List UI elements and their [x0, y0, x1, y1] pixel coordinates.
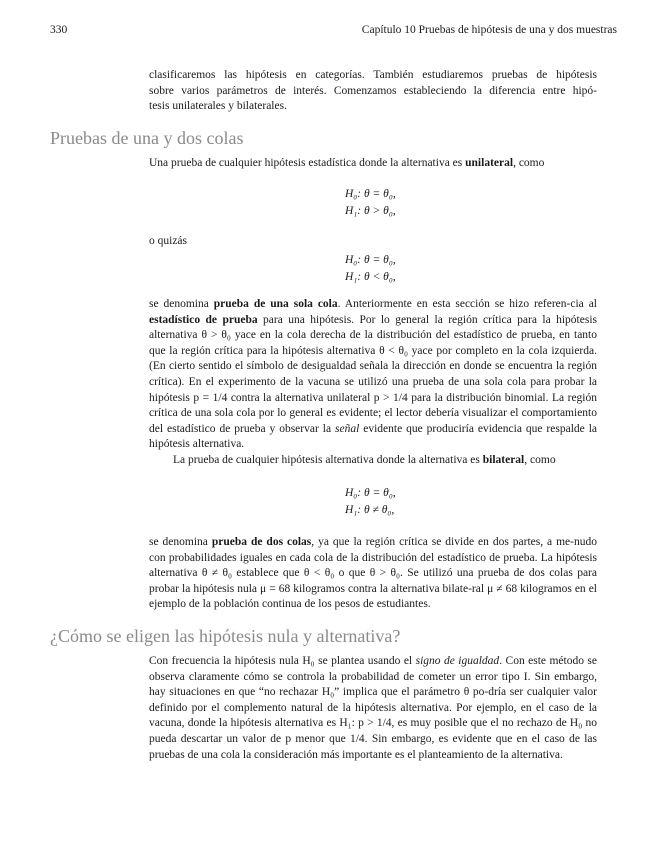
intro-line-2: sobre varios parámetros de interés. Comenzamos estableciendo la diferencia entre hipó-: [149, 84, 597, 97]
text: . Anteriormente en esta sección se hizo referen-cia al: [337, 298, 597, 310]
term-two-tail-test: prueba de dos colas: [211, 536, 312, 548]
equation-two-tail: [345, 485, 396, 519]
section-heading-choosing-hypotheses: ¿Cómo se eligen las hipótesis nula y alternativa?: [50, 626, 401, 646]
equation-line: H₀: θ = θ₀,: [345, 487, 396, 499]
text: , como: [524, 453, 556, 466]
paragraph-one-tail: [149, 297, 597, 469]
text: Una prueba de cualquier hipótesis estadística donde la alternativa es: [149, 157, 466, 169]
o-quizas-text: o quizás: [149, 235, 188, 247]
intro-paragraph: [149, 68, 597, 115]
equation-line: H₀: θ = θ₀,: [345, 254, 396, 266]
intro-line-3: tesis unilaterales y bilaterales.: [149, 100, 287, 113]
equation-line: H₀: θ = θ₀,: [345, 188, 396, 200]
text: Con frecuencia la hipótesis nula H₀ se plantea usando el: [149, 655, 416, 667]
text: , ya que la región crítica se divide en dos partes, a me-nudo con probabilidades iguales en cada cola de la distribución del estadístico de prueba. La hipótesis alternativa θ ≠ θ₀ establece que θ < θ₀ o que θ > θ₀. Se utilizó una prueba de dos colas para probar la hipótesis nula μ = 68 kilogramos contra la alternativa bilate-ral μ ≠ 68 kilogramos en el ejemplo de la población continua de los pesos de estudiantes.: [149, 536, 597, 611]
text: se denomina: [149, 536, 212, 548]
running-title: Capítulo 10 Pruebas de hipótesis de una y dos muestras: [361, 24, 617, 36]
text: . Con este método se observa claramente cómo se controla la probabilidad de cometer un error tipo I. Sin embargo, hay situaciones en que “no rechazar H₀” implica que el parámetro θ po-dría ser cualquier valor definido por el complemento natural de la hipótesis alternativa. Por ejemplo, en el caso de la vacuna, donde la hipótesis alternativa es H₁: p > 1/4, es muy posible que el no rechazo de H₀ no pueda descartar un valor de p menor que 1/4. Sin embargo, es evidente que en el caso de las pruebas de una cola la consideración más importante es el planteamiento de la alternativa.: [149, 655, 598, 761]
equation-line: H₁: θ ≠ θ₀,: [345, 504, 395, 516]
paragraph-two-tail: [149, 535, 597, 613]
equation-one-tail-left: [345, 252, 396, 286]
term-one-tail-test: prueba de una sola cola: [213, 298, 338, 310]
section-heading-tails: Pruebas de una y dos colas: [50, 128, 244, 148]
text: se denomina: [149, 298, 214, 310]
equation-one-tail-right: [345, 186, 396, 220]
text: , como: [513, 157, 545, 169]
intro-line-1: clasificaremos las hipótesis en categorías. También estudiaremos pruebas de hipótesis: [149, 69, 597, 81]
page-number: 330: [50, 24, 68, 36]
term-bilateral: bilateral: [482, 453, 525, 466]
paragraph-choosing-hypotheses: [149, 654, 597, 763]
paragraph-unilateral-intro: [149, 156, 597, 172]
text: para una hipótesis. Por lo general la región crítica para la hipótesis alternativa θ > θ₀ yace en la cola derecha de la distribución del estadístico de prueba, en tanto que la región crítica para la hipótesis alternativa θ < θ₀ yace por completo en la cola izquierda. (En cierto sentido el símbolo de desigualdad señala la dirección en donde se encuentra la región crítica). En el experimento de la vacuna se utilizó una prueba de una sola cola para probar la hipótesis p = 1/4 contra la alternativa unilateral p > 1/4 para la distribución binomial. La región crítica de una sola cola por lo general es evidente; el lector debería visualizar el comportamiento del estadístico de prueba y observar la: [149, 313, 597, 435]
equation-line: H₁: θ < θ₀,: [345, 271, 396, 283]
term-unilateral: unilateral: [465, 157, 514, 169]
term-equality-sign: signo de igualdad: [415, 655, 500, 667]
text: La prueba de cualquier hipótesis alternativa donde la alternativa es: [173, 453, 483, 466]
term-test-statistic: estadístico de prueba: [149, 313, 258, 326]
equation-line: H₁: θ > θ₀,: [345, 205, 396, 217]
text: evidente que produciría evidencia que respalde la hipótesis alternativa.: [149, 422, 597, 451]
term-signal: señal: [335, 422, 360, 435]
